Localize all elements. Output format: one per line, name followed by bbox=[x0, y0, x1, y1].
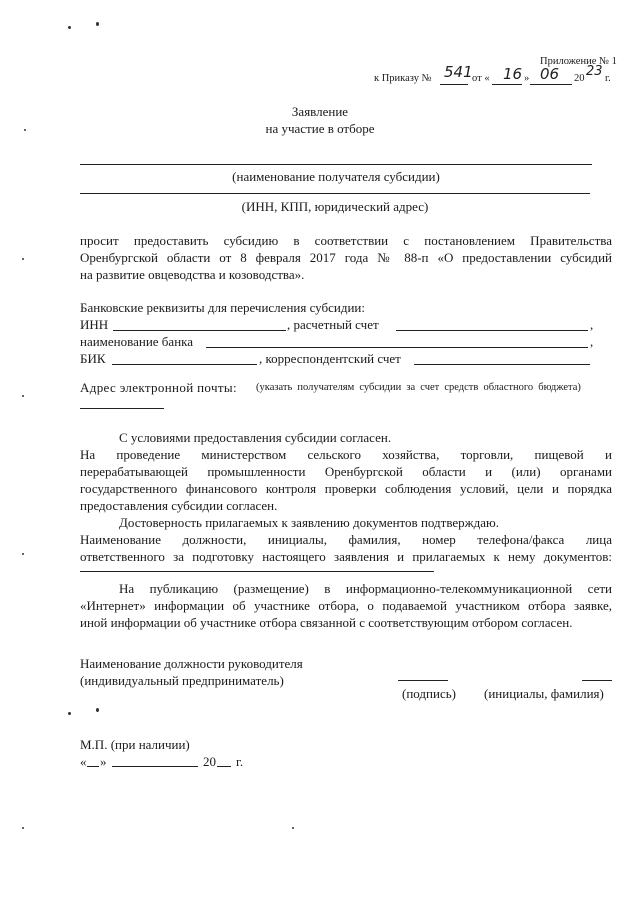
account-field[interactable] bbox=[396, 330, 588, 331]
appendix-label: Приложение № 1 bbox=[540, 56, 617, 67]
bank-name-label: наименование банка bbox=[80, 334, 194, 349]
inn-label: ИНН bbox=[80, 317, 109, 332]
scan-speck bbox=[96, 22, 99, 26]
applicant-name-line[interactable] bbox=[80, 164, 592, 165]
responsible-person-line-1: Наименование должности, инициалы, фамилия, номер телефона/факса лица bbox=[80, 532, 612, 547]
date-year-field[interactable] bbox=[217, 766, 231, 767]
order-month: 06 bbox=[540, 65, 560, 83]
scan-speck bbox=[68, 712, 71, 715]
corr-account-label: , корреспондентский счет bbox=[259, 351, 401, 366]
scan-speck bbox=[22, 395, 24, 397]
bank-name-field[interactable] bbox=[206, 347, 588, 348]
scan-speck bbox=[24, 129, 26, 131]
responsible-person-field[interactable] bbox=[80, 571, 434, 572]
email-field[interactable] bbox=[80, 408, 164, 409]
stamp-label: М.П. (при наличии) bbox=[80, 737, 190, 752]
responsible-person-line-2: ответственного за подготовку настоящего заявления и прилагаемых к нему документов: bbox=[80, 549, 612, 564]
date-year-suffix: г. bbox=[236, 754, 244, 769]
request-line-2: Оренбургской области от 8 февраля 2017 года № 88-п «О предоставлении субсидий bbox=[80, 250, 612, 265]
scan-speck bbox=[22, 553, 24, 555]
consent-audit-line-4: предоставления субсидии согласен. bbox=[80, 498, 278, 513]
order-day-line bbox=[492, 84, 522, 85]
order-day: 16 bbox=[503, 65, 523, 83]
request-line-1: просит предоставить субсидию в соответствии с постановлением Правительства bbox=[80, 233, 612, 248]
email-label: Адрес электронной почты: bbox=[80, 380, 237, 395]
consent-audit-line-3: государственного финансового контроля проверки соблюдения условий, цели и порядка bbox=[80, 481, 612, 496]
head-position-title: Наименование должности руководителя bbox=[80, 656, 303, 671]
name-caption: (инициалы, фамилия) bbox=[484, 686, 604, 701]
scan-speck bbox=[22, 827, 24, 829]
bik-field[interactable] bbox=[112, 364, 257, 365]
date-open-quote: « bbox=[80, 754, 87, 769]
order-year: 23 bbox=[586, 64, 603, 79]
scan-speck bbox=[68, 26, 71, 29]
order-prefix: к Приказу № bbox=[374, 73, 432, 84]
order-year-prefix: 20 bbox=[574, 73, 585, 84]
request-line-3: на развитие овцеводства и козоводства». bbox=[80, 267, 305, 282]
order-year-suffix: г. bbox=[605, 73, 611, 84]
date-close-quote: » bbox=[100, 754, 107, 769]
order-from: от « bbox=[472, 73, 490, 84]
consent-documents: Достоверность прилагаемых к заявлению документов подтверждаю. bbox=[119, 515, 499, 530]
order-sep: » bbox=[524, 73, 530, 84]
publication-line-3: иной информации об участнике отбора связанной с соответствующим отбором согласен. bbox=[80, 615, 573, 630]
applicant-details-caption: (ИНН, КПП, юридический адрес) bbox=[241, 199, 429, 214]
bank-heading: Банковские реквизиты для перечисления субсидии: bbox=[80, 300, 365, 315]
bank-name-comma: , bbox=[590, 334, 594, 349]
scan-speck bbox=[292, 827, 294, 829]
applicant-details-line[interactable] bbox=[80, 193, 590, 194]
document-subtitle: на участие в отборе bbox=[265, 121, 375, 136]
date-day-field[interactable] bbox=[87, 766, 99, 767]
email-note: (указать получателям субсидии за счет средств областного бюджета) bbox=[256, 382, 581, 393]
inn-field[interactable] bbox=[113, 330, 286, 331]
order-number-line bbox=[440, 84, 468, 85]
date-month-field[interactable] bbox=[112, 766, 198, 767]
head-position-subtitle: (индивидуальный предприниматель) bbox=[80, 673, 284, 688]
corr-account-field[interactable] bbox=[414, 364, 590, 365]
account-comma: , bbox=[590, 317, 594, 332]
document-title: Заявление bbox=[291, 104, 349, 119]
order-number: 541 bbox=[444, 63, 473, 81]
scan-speck bbox=[96, 708, 99, 712]
signature-field[interactable] bbox=[398, 680, 448, 681]
account-label: , расчетный счет bbox=[287, 317, 379, 332]
publication-line-1: На публикацию (размещение) в информационно-телекоммуникационной сети bbox=[119, 581, 612, 596]
bik-label: БИК bbox=[80, 351, 106, 366]
signature-caption: (подпись) bbox=[402, 686, 456, 701]
applicant-name-caption: (наименование получателя субсидии) bbox=[232, 169, 440, 184]
name-field[interactable] bbox=[582, 680, 612, 681]
publication-line-2: «Интернет» информации об участнике отбора, о подаваемой участником отбора заявке, bbox=[80, 598, 612, 613]
date-year-prefix: 20 bbox=[203, 754, 216, 769]
consent-audit-line-2: перерабатывающей промышленности Оренбургской области и (или) органами bbox=[80, 464, 612, 479]
consent-audit-line-1: На проведение министерством сельского хозяйства, торговли, пищевой и bbox=[80, 447, 612, 462]
consent-terms: С условиями предоставления субсидии согласен. bbox=[119, 430, 392, 445]
order-month-line bbox=[530, 84, 572, 85]
scan-speck bbox=[22, 258, 24, 260]
